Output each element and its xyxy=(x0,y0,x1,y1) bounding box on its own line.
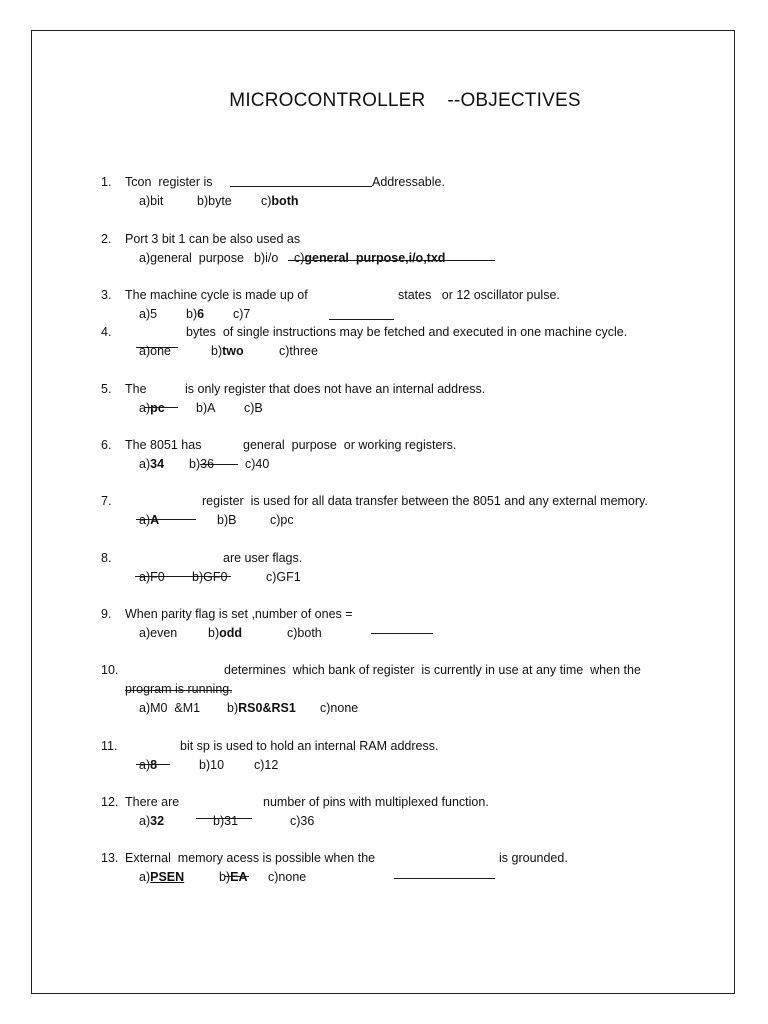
option-b: b)B xyxy=(217,513,237,527)
option-c: c)B xyxy=(244,401,263,415)
strike-line xyxy=(200,464,238,465)
option-a: a)general purpose xyxy=(139,251,244,265)
option-b: b)GF0 xyxy=(192,570,228,584)
option-a: a)even xyxy=(139,626,178,640)
question-tail: is grounded. xyxy=(499,851,568,865)
option-b: b)i/o xyxy=(254,251,279,265)
question-text: register is used for all data transfer between the 8051 and any external memory. xyxy=(202,494,648,508)
option-a: a)A xyxy=(139,513,160,527)
question-number: 13. xyxy=(101,851,119,865)
strike-line xyxy=(135,576,231,577)
question-number: 6. xyxy=(101,438,112,452)
option-a: a)5 xyxy=(139,307,158,321)
question-tail: is only register that does not have an internal address. xyxy=(185,382,486,396)
question-tail: general purpose or working registers. xyxy=(243,438,457,452)
question-text: bit sp is used to hold an internal RAM address. xyxy=(180,739,439,753)
option-b: b)31 xyxy=(213,814,239,828)
option-b: b)EA xyxy=(219,870,248,884)
question-number: 10. xyxy=(101,663,119,677)
option-a: a)M0 &M1 xyxy=(139,701,201,715)
question-number: 8. xyxy=(101,551,112,565)
question-text: Port 3 bit 1 can be also used as xyxy=(125,232,301,246)
option-b: b)36 xyxy=(189,457,215,471)
question-text: are user flags. xyxy=(223,551,303,565)
option-b: b)byte xyxy=(197,194,232,208)
option-c: c)both xyxy=(261,194,299,208)
option-c: c)both xyxy=(287,626,322,640)
answer-blank-line xyxy=(394,878,495,879)
option-b: b)A xyxy=(196,401,216,415)
option-c: c)general purpose,i/o,txd xyxy=(294,251,446,265)
option-a: a)32 xyxy=(139,814,165,828)
question-tail: Addressable. xyxy=(372,175,445,189)
option-c: c)36 xyxy=(290,814,315,828)
question-tail: number of pins with multiplexed function. xyxy=(263,795,489,809)
option-b: b)two xyxy=(211,344,244,358)
question-number: 7. xyxy=(101,494,112,508)
question-number: 11. xyxy=(101,739,118,753)
strike-line xyxy=(136,347,178,348)
option-c: c)7 xyxy=(233,307,251,321)
answer-underline xyxy=(288,260,495,261)
option-a: a)34 xyxy=(139,457,165,471)
strike-line xyxy=(225,876,249,877)
question-number: 3. xyxy=(101,288,112,302)
question-text: There are xyxy=(125,795,180,809)
question-text: The 8051 has xyxy=(125,438,202,452)
option-a: a)one xyxy=(139,344,171,358)
option-b: b)10 xyxy=(199,758,225,772)
question-text: The machine cycle is made up of xyxy=(125,288,308,302)
question-text: bytes of single instructions may be fetched and executed in one machine cycle. xyxy=(186,325,628,339)
option-b: b)RS0&RS1 xyxy=(227,701,296,715)
strike-line xyxy=(196,818,252,819)
question-text: The xyxy=(125,382,147,396)
question-number: 9. xyxy=(101,607,112,621)
answer-blank-line xyxy=(230,186,372,187)
strike-line xyxy=(144,407,178,408)
question-tail: states or 12 oscillator pulse. xyxy=(398,288,560,302)
option-c: c)GF1 xyxy=(266,570,301,584)
question-text-continued: program is running. xyxy=(125,682,233,696)
option-a: a)F0 xyxy=(139,570,165,584)
question-text: External memory acess is possible when the xyxy=(125,851,376,865)
strike-line xyxy=(125,690,232,691)
answer-blank-line xyxy=(329,319,394,320)
question-number: 12. xyxy=(101,795,119,809)
question-text: Tcon register is xyxy=(125,175,213,189)
question-number: 5. xyxy=(101,382,112,396)
question-text: When parity flag is set ,number of ones = xyxy=(125,607,353,621)
option-c: c)none xyxy=(268,870,307,884)
question-number: 1. xyxy=(101,175,112,189)
option-b: b)6 xyxy=(186,307,205,321)
question-number: 2. xyxy=(101,232,112,246)
option-a: a)8 xyxy=(139,758,158,772)
answer-blank-line xyxy=(371,633,433,634)
option-a: a)PSEN xyxy=(139,870,185,884)
option-a: a)pc xyxy=(139,401,165,415)
strike-line xyxy=(136,519,196,520)
option-c: c)pc xyxy=(270,513,294,527)
option-c: c)40 xyxy=(245,457,270,471)
option-c: c)12 xyxy=(254,758,279,772)
strike-line xyxy=(136,764,170,765)
question-text: determines which bank of register is currently in use at any time when the xyxy=(224,663,641,677)
question-number: 4. xyxy=(101,325,112,339)
option-c: c)three xyxy=(279,344,318,358)
page-title: MICROCONTROLLER --OBJECTIVES xyxy=(229,90,581,111)
option-b: b)odd xyxy=(208,626,243,640)
option-a: a)bit xyxy=(139,194,164,208)
option-c: c)none xyxy=(320,701,359,715)
